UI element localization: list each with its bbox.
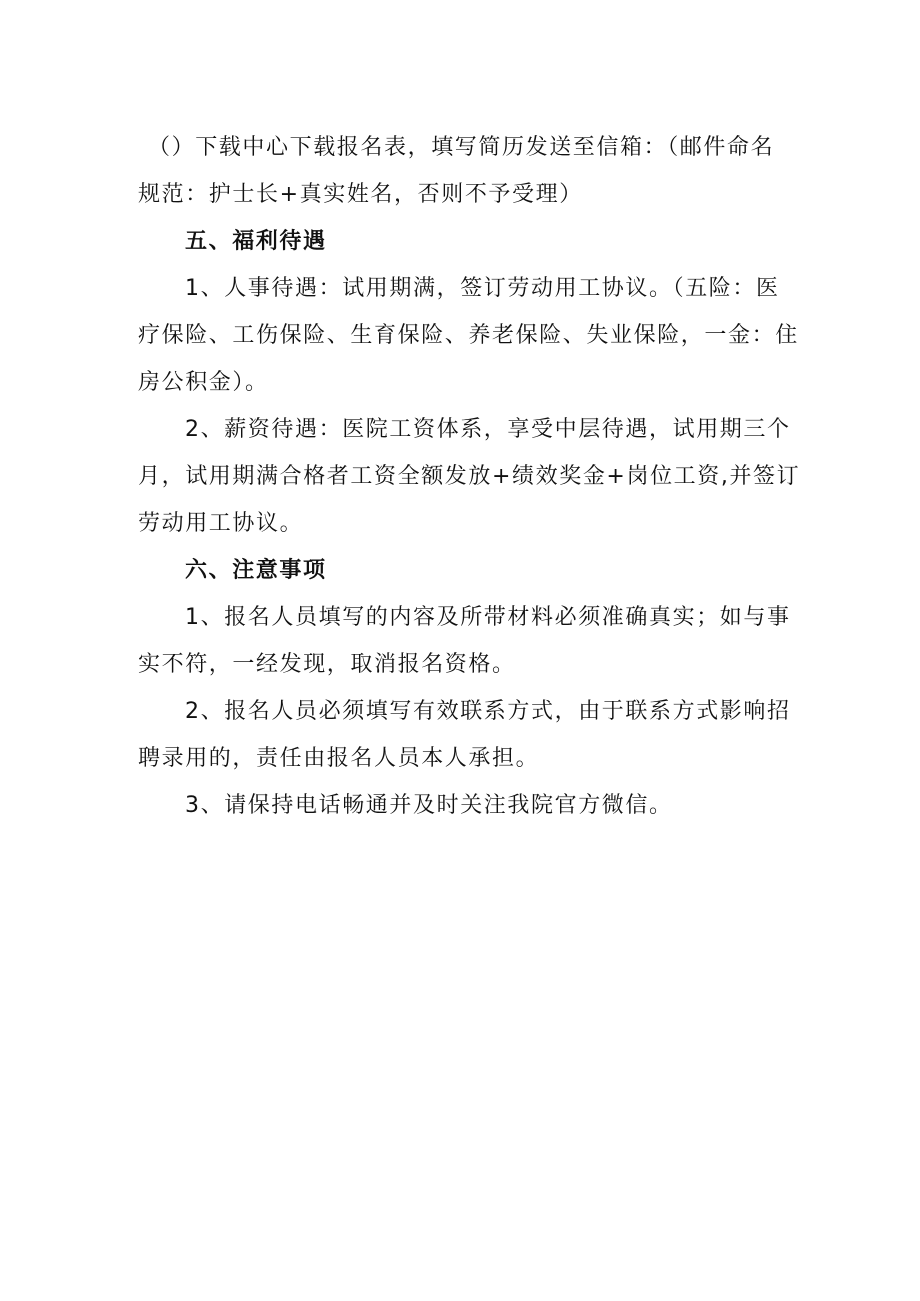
notes-item-phone [138,782,788,829]
paragraph-line: 3、请保持电话畅通并及时关注我院官方微信。 [185,793,673,818]
section-heading-benefits: 五、福利待遇 [185,229,327,254]
notes-item-contact [138,688,791,782]
paragraph-line: 1、人事待遇：试用期满，签订劳动用工协议。（五险：医 [185,276,780,301]
paragraph-line: 聘录用的，责任由报名人员本人承担。 [138,746,540,771]
benefits-item-personnel [138,265,799,406]
intro-paragraph [138,124,788,218]
paragraph-line: 房公积金）。 [138,370,269,395]
benefits-item-salary [138,406,801,547]
paragraph-line: 2、薪资待遇：医院工资体系，享受中层待遇，试用期三个 [185,417,791,442]
paragraph-line: 疗保险、工伤保险、生育保险、养老保险、失业保险，一金：住 [138,323,799,348]
paragraph-line: 规范：护士长+真实姓名，否则不予受理） [138,182,583,207]
paragraph-line: （）下载中心下载报名表，填写简历发送至信箱：（邮件命名 [148,135,775,160]
section-heading-notes: 六、注意事项 [185,558,327,583]
notes-item-accuracy [138,594,791,688]
paragraph-line: 实不符，一经发现，取消报名资格。 [138,652,516,677]
paragraph-line: 1、报名人员填写的内容及所带材料必须准确真实；如与事 [185,605,791,630]
paragraph-line: 2、报名人员必须填写有效联系方式，由于联系方式影响招 [185,699,791,724]
document-body [138,124,801,829]
paragraph-line: 月，试用期满合格者工资全额发放+绩效奖金+岗位工资,并签订 [138,464,801,489]
paragraph-line: 劳动用工协议。 [138,511,304,536]
